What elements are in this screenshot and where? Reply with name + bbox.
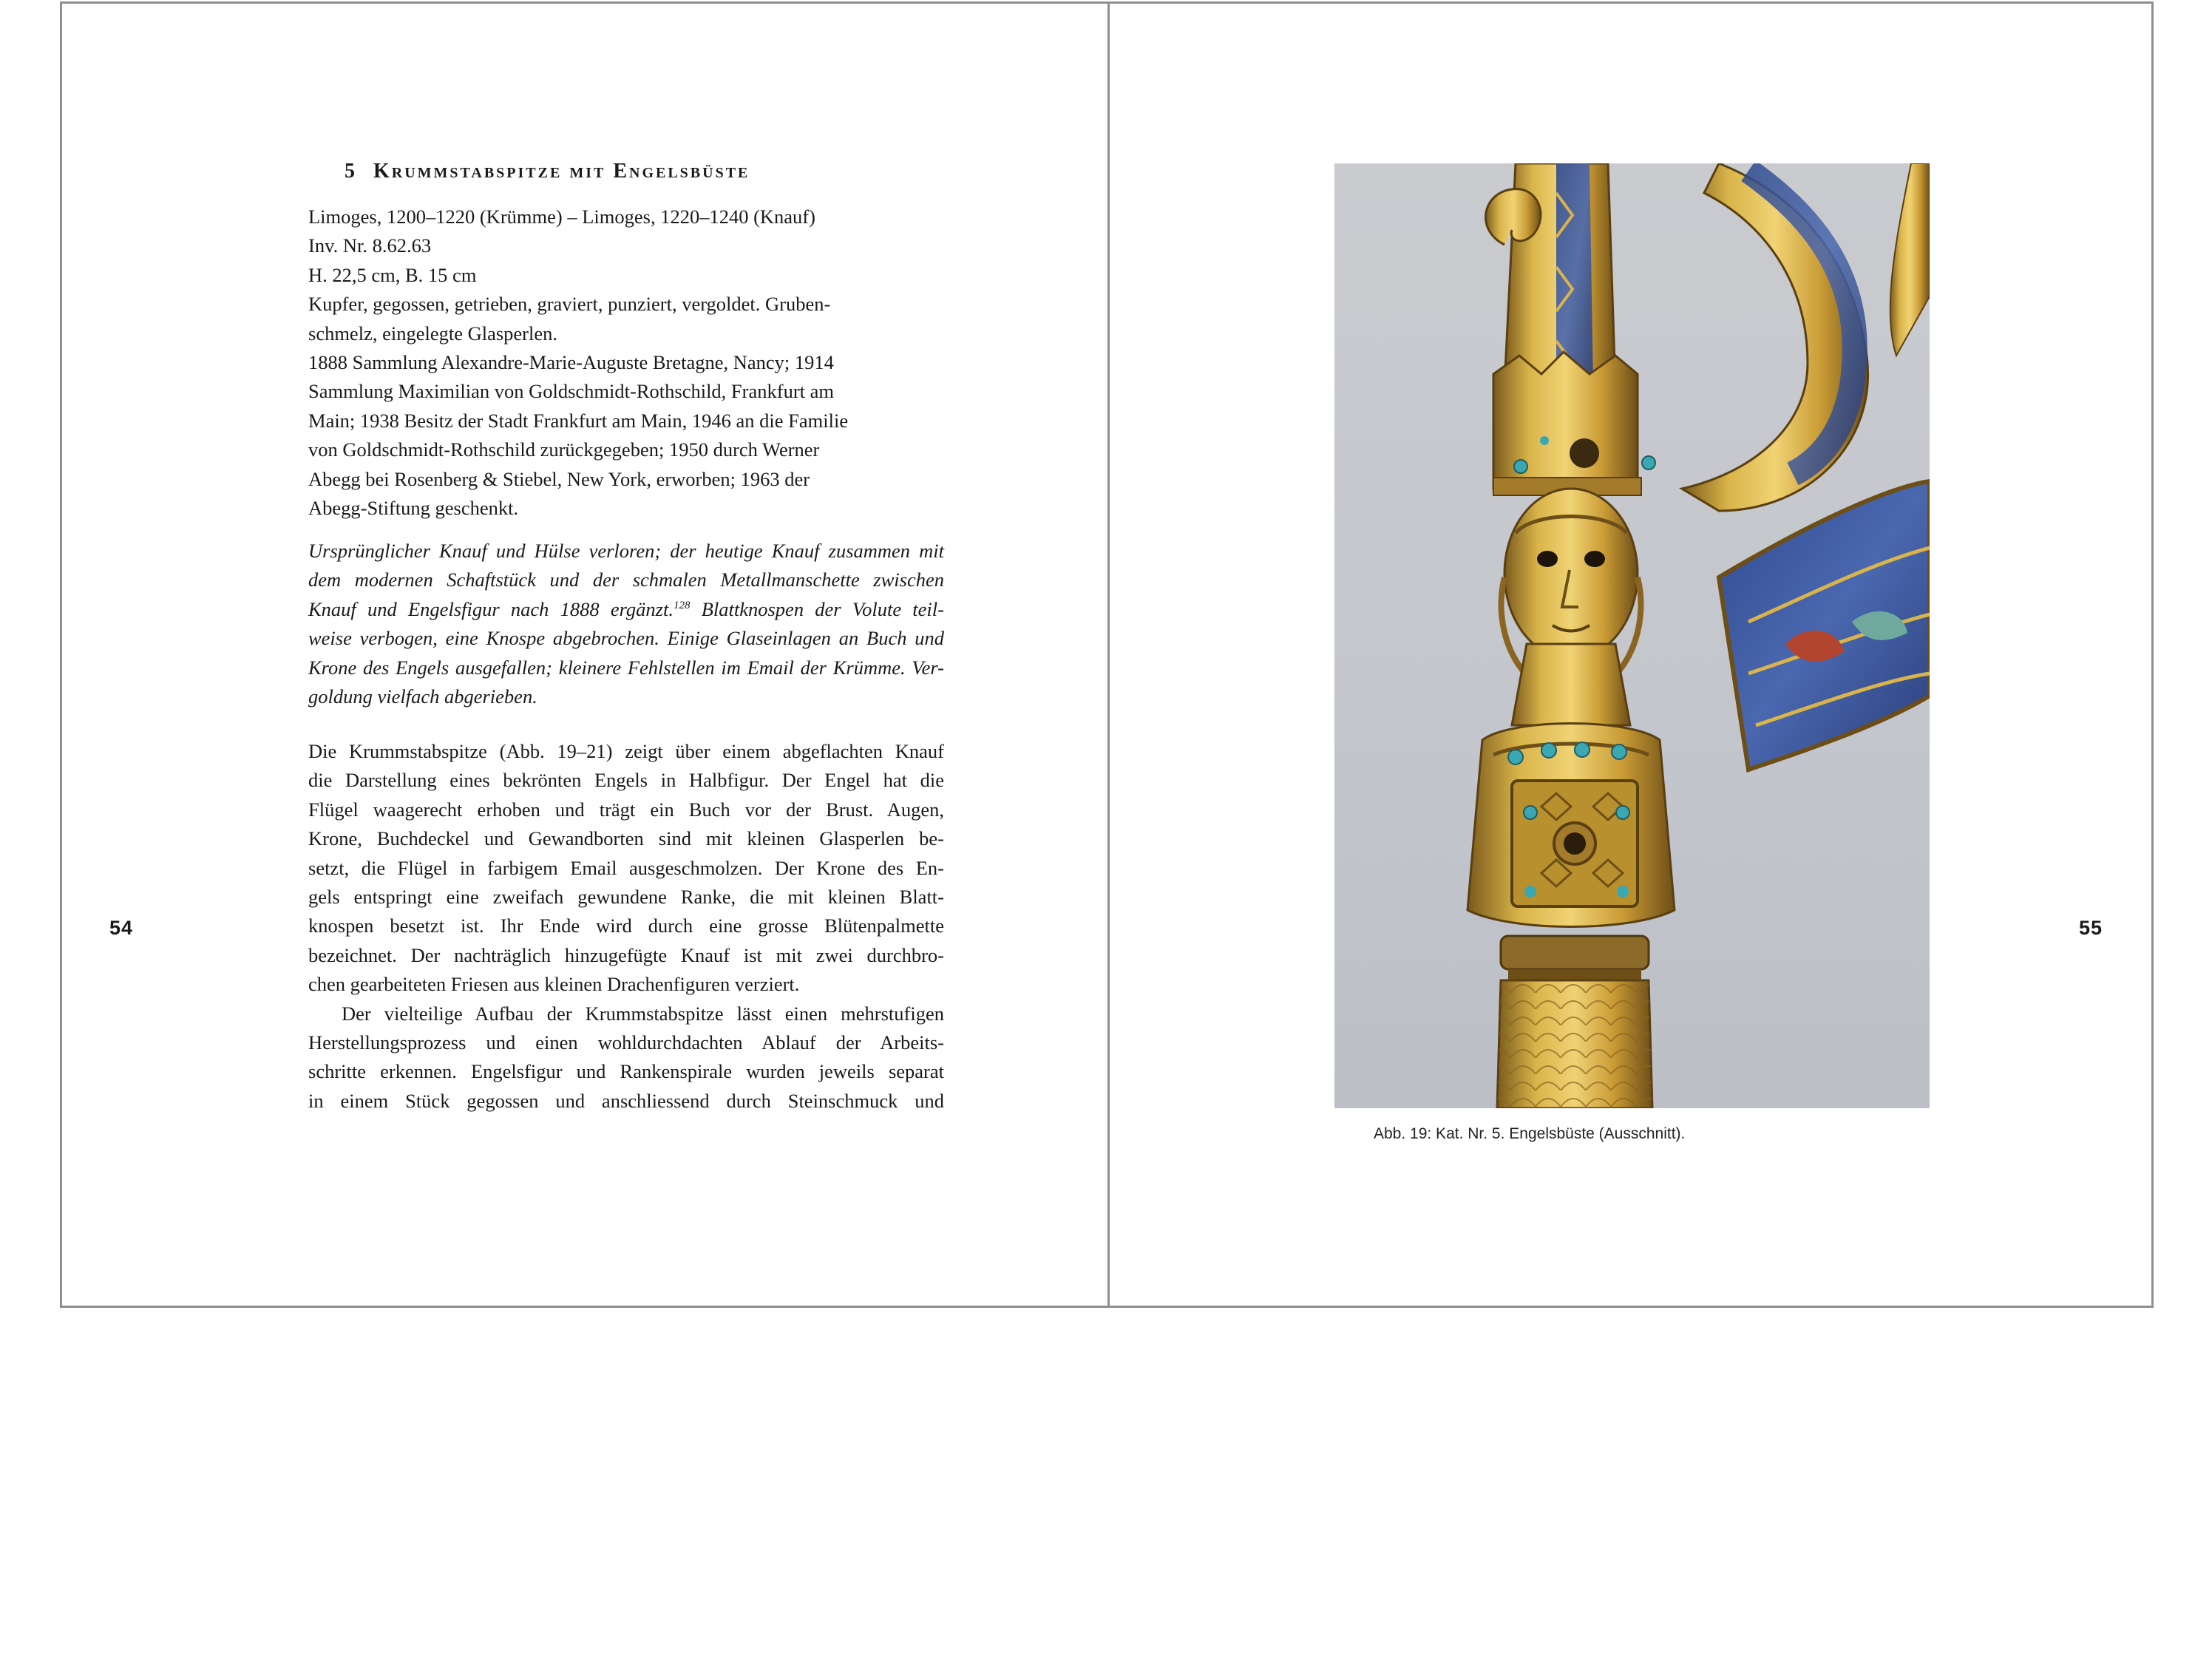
catalogue-number: 5 (345, 160, 357, 183)
entry-title (345, 160, 750, 183)
body-line: chen gearbeiteten Friesen aus kleinen Drachenfiguren verziert. (308, 973, 800, 996)
meta-line: Abegg bei Rosenberg & Stiebel, New York, erworben; 1963 der (308, 467, 810, 490)
meta-line: H. 22,5 cm, B. 15 cm (308, 263, 477, 286)
page-gutter (1107, 1, 1110, 1308)
figure-caption: Abb. 19: Kat. Nr. 5. Engelsbüste (Ausschnitt). (1374, 1125, 1686, 1142)
body-line: knospen besetzt ist. Ihr Ende wird durch eine grosse Blütenpalmette (308, 915, 944, 937)
page-number-left: 54 (109, 917, 134, 939)
object-metadata (308, 203, 944, 523)
note-line: dem modernen Schaftstück und der schmalen Metallmanschette zwischen (308, 569, 944, 591)
note-text: Blattknospen der Volute teil- (690, 597, 944, 620)
body-line: Der vielteilige Aufbau der Krummstabspitze lässt einen mehrstufigen (342, 1002, 944, 1025)
meta-line: Inv. Nr. 8.62.63 (308, 234, 432, 257)
body-line: setzt, die Flügel in farbigem Email ausgeschmolzen. Der Krone des En- (308, 856, 944, 879)
body-line: bezeichnet. Der nachträglich hinzugefügte Knauf ist mit zwei durchbro- (308, 943, 944, 966)
body-line: schritte erkennen. Engelsfigur und Rankenspirale wurden jeweils separat (308, 1060, 944, 1083)
body-line: die Darstellung eines bekrönten Engels in Halbfigur. Der Engel hat die (308, 769, 944, 792)
footnote-reference[interactable]: 128 (673, 599, 691, 611)
note-text: Knauf und Engelsfigur nach 1888 ergänzt. (308, 597, 674, 620)
meta-line: Sammlung Maximilian von Goldschmidt-Rothschild, Frankfurt am (308, 380, 835, 403)
meta-line: Main; 1938 Besitz der Stadt Frankfurt am Main, 1946 an die Familie (308, 409, 849, 432)
metal-collar (1501, 936, 1649, 969)
body-line: Herstellungsprozess und einen wohldurchdachten Ablauf der Arbeits- (308, 1031, 944, 1054)
meta-line: Abegg-Stiftung geschenkt. (308, 497, 519, 520)
angel-bust-photo (1334, 163, 1930, 1108)
note-line: goldung vielfach abgerieben. (308, 685, 537, 708)
page-number-right: 55 (2079, 917, 2103, 939)
meta-line: Limoges, 1200–1220 (Krümme) – Limoges, 1220–1240 (Knauf) (308, 206, 815, 228)
meta-line: von Goldschmidt-Rothschild zurückgegeben; 1950 durch Werner (308, 438, 820, 461)
angel-head (1504, 489, 1638, 659)
note-line: Ursprünglicher Knauf und Hülse verloren; der heutige Knauf zusammen mit (308, 540, 944, 562)
entry-title-text: Krummstabspitze mit Engelsbüste (373, 160, 750, 183)
note-line: weise verbogen, eine Knospe abgebrochen. Einige Glaseinlagen an Buch und (308, 627, 944, 650)
meta-line: Kupfer, gegossen, getrieben, graviert, punziert, vergoldet. Gruben- (308, 293, 831, 316)
crook-volute (1682, 163, 1868, 511)
body-line: in einem Stück gegossen und anschliessend durch Steinschmuck und (308, 1089, 944, 1112)
meta-line: 1888 Sammlung Alexandre-Marie-Auguste Bretagne, Nancy; 1914 (308, 351, 834, 374)
meta-line: schmelz, eingelegte Glasperlen. (308, 322, 557, 345)
body-line: Die Krummstabspitze (Abb. 19–21) zeigt über einem abgeflachten Knauf (308, 740, 944, 762)
body-line: gels entspringt eine zweifach gewundene Ranke, die mit kleinen Blatt- (308, 886, 944, 909)
crozier-illustration (1334, 163, 1930, 1108)
condition-note (308, 537, 944, 711)
body-text (308, 737, 944, 1116)
note-line (308, 595, 944, 624)
note-line: Krone des Engels ausgefallen; kleinere Fehlstellen im Email der Krümme. Ver- (308, 656, 944, 679)
body-line: Flügel waagerecht erhoben und trägt ein Buch vor der Brust. Augen, (308, 798, 944, 821)
body-line: Krone, Buchdeckel und Gewandborten sind mit kleinen Glasperlen be- (308, 827, 944, 850)
